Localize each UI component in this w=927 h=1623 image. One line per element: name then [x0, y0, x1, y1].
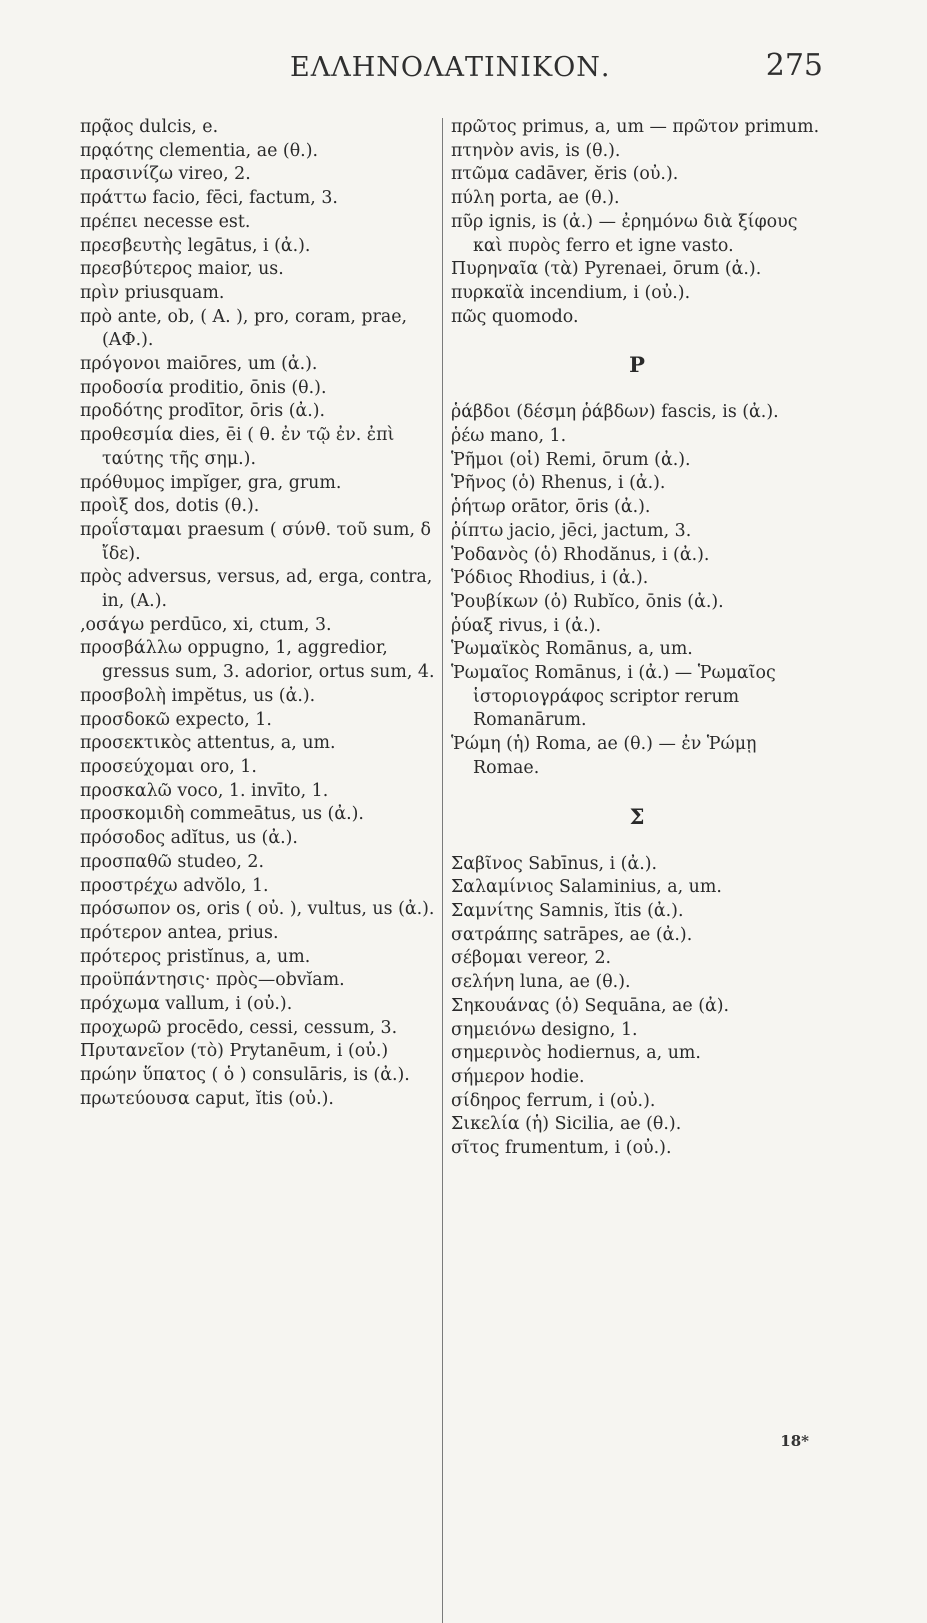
dictionary-entry: Ῥωμαῖος Romānus, i (ἀ.) — Ῥωμαῖος ἱστοριογράφος scriptor rerum Romanārum.	[451, 663, 776, 731]
dictionary-entry: Ῥῆνος (ὁ) Rhenus, i (ἀ.).	[451, 473, 666, 494]
printer-signature: 18*	[780, 1432, 809, 1450]
dictionary-entry: πρόγονοι maiōres, um (ἀ.).	[80, 354, 318, 375]
dictionary-entry: προσεύχομαι oro, 1.	[80, 756, 257, 777]
dictionary-entry: πτηνὸν avis, is (θ.).	[451, 140, 621, 161]
dictionary-entry: Σηκουάνας (ὁ) Sequāna, ae (ἀ).	[451, 995, 730, 1016]
dictionary-entry: πρόχωμα vallum, i (οὐ.).	[80, 994, 293, 1015]
dictionary-entry: πρεσβευτὴς legātus, i (ἀ.).	[80, 235, 311, 256]
dictionary-entry: Σικελία (ἡ) Sicilia, ae (θ.).	[451, 1114, 682, 1135]
dictionary-entry: προσβάλλω oppugno, 1, aggredior, gressus sum, 3. adorior, ortus sum, 4.	[80, 638, 435, 683]
dictionary-entry: πράττω facio, fēci, factum, 3.	[80, 188, 338, 209]
dictionary-entry: προσεκτικὸς attentus, a, um.	[80, 733, 336, 754]
rho-entries	[451, 401, 823, 780]
dictionary-entry: προθεσμία dies, ēi ( θ. ἐν τῷ ἐν. ἐπὶ ταύτης τῆς σημ.).	[80, 425, 395, 469]
sigma-entries	[451, 853, 823, 1161]
dictionary-entry: πύλη porta, ae (θ.).	[451, 188, 620, 209]
left-column	[80, 116, 440, 1112]
dictionary-entry: σήμερον hodie.	[451, 1066, 585, 1087]
dictionary-entry: προσκομιδὴ commeātus, us (ἀ.).	[80, 804, 364, 825]
dictionary-entry: Ῥῆμοι (οἱ) Remi, ōrum (ἀ.).	[451, 449, 691, 470]
right-column-entries	[451, 116, 823, 329]
dictionary-entry: ῥήτωρ orātor, ōris (ἀ.).	[451, 497, 651, 518]
dictionary-entry: προδοσία proditio, ōnis (θ.).	[80, 377, 327, 398]
dictionary-entry: πρᾷος dulcis, e.	[80, 117, 219, 137]
dictionary-entry: ‚οσάγω perdūco, xi, ctum, 3.	[80, 614, 332, 635]
dictionary-entry: Ῥουβίκων (ὁ) Rubĭco, ōnis (ἀ.).	[451, 591, 724, 612]
dictionary-entry: προχωρῶ procēdo, cessi, cessum, 3.	[80, 1017, 398, 1038]
dictionary-entry: σῖτος frumentum, i (οὐ.).	[451, 1138, 672, 1159]
page-header	[0, 48, 927, 92]
dictionary-entry: σημειόνω designo, 1.	[451, 1019, 638, 1040]
dictionary-entry: ῥάβδοι (δέσμη ῥάβδων) fascis, is (ἀ.).	[451, 402, 779, 423]
dictionary-entry: Ῥώμη (ἡ) Roma, ae (θ.) — ἐν Ῥώμῃ Romae.	[451, 734, 757, 778]
dictionary-entry: Σαβῖνος Sabīnus, i (ἀ.).	[451, 853, 658, 874]
page-number: 275	[765, 48, 823, 83]
dictionary-entry: Σαμνίτης Samnis, ĭtis (ἀ.).	[451, 900, 684, 921]
dictionary-entry: πρὶν priusquam.	[80, 282, 225, 303]
dictionary-entry: προσκαλῶ voco, 1. invīto, 1.	[80, 780, 329, 801]
dictionary-entry: σίδηρος ferrum, i (οὐ.).	[451, 1090, 656, 1111]
dictionary-entry: προσπαθῶ studeo, 2.	[80, 851, 265, 872]
dictionary-entry: πυρκαϊὰ incendium, i (οὐ.).	[451, 282, 691, 303]
dictionary-entry: πρᾳότης clementia, ae (θ.).	[80, 140, 319, 161]
column-divider	[442, 118, 443, 1623]
dictionary-entry: πρωτεύουσα caput, ĭtis (οὐ.).	[80, 1088, 334, 1109]
dictionary-entry: πρόθυμος impĭger, gra, grum.	[80, 472, 342, 493]
dictionary-entry: Ῥόδιος Rhodius, i (ἀ.).	[451, 568, 649, 589]
section-heading-rho: Ρ	[629, 352, 645, 378]
dictionary-entry: προσδοκῶ expecto, 1.	[80, 709, 272, 730]
dictionary-entry: προστρέχω advŏlo, 1.	[80, 875, 269, 896]
right-column	[451, 116, 823, 1161]
dictionary-entry: πῦρ ignis, is (ἀ.) — ἐρημόνω διὰ ξίφους καὶ πυρὸς ferro et igne vasto.	[451, 211, 798, 256]
dictionary-entry: σελήνη luna, ae (θ.).	[451, 972, 631, 993]
dictionary-entry: πρότερον antea, prius.	[80, 922, 279, 943]
dictionary-entry: πρέπει necesse est.	[80, 211, 251, 232]
dictionary-entry: σατράπης satrāpes, ae (ἀ.).	[451, 924, 693, 945]
dictionary-entry: πρότερος pristĭnus, a, um.	[80, 946, 311, 967]
dictionary-entry: προσβολὴ impĕtus, us (ἀ.).	[80, 685, 316, 706]
dictionary-entry: πρὸ ante, ob, ( Α. ), pro, coram, prae, (ΑΦ.).	[80, 306, 408, 351]
dictionary-entry: πτῶμα cadāver, ĕris (οὐ.).	[451, 164, 679, 185]
dictionary-entry: σέβομαι vereor, 2.	[451, 948, 612, 969]
dictionary-entry: Σαλαμίνιος Salaminius, a, um.	[451, 877, 722, 898]
dictionary-entry: σημερινὸς hodiernus, a, um.	[451, 1043, 701, 1064]
dictionary-entry: πρόσωπον os, oris ( οὐ. ), vultus, us (ἀ.).	[80, 899, 435, 920]
dictionary-entry: Πυρηναῖα (τὰ) Pyrenaei, ōrum (ἀ.).	[451, 259, 762, 280]
dictionary-entry: πρόσοδος adĭtus, us (ἀ.).	[80, 828, 298, 849]
dictionary-entry: προΐσταμαι praesum ( σύνθ. τοῦ sum, δ ἴδε).	[80, 519, 432, 564]
dictionary-entry: ῥέω mano, 1.	[451, 426, 567, 447]
dictionary-entry: ῥίπτω jacio, jēci, jactum, 3.	[451, 520, 692, 541]
dictionary-entry: πρῶτος primus, a, um — πρῶτον primum.	[451, 117, 820, 137]
dictionary-entry: προὶξ dos, dotis (θ.).	[80, 496, 260, 517]
dictionary-entry: προϋπάντησις· πρὸς—obvĭam.	[80, 970, 345, 991]
dictionary-entry: πῶς quomodo.	[451, 306, 579, 327]
dictionary-entry: πρασινίζω vireo, 2.	[80, 164, 251, 185]
section-heading-sigma: Σ	[629, 803, 645, 829]
dictionary-entry: πρὸς adversus, versus, ad, erga, contra, in, (Α.).	[80, 567, 433, 612]
dictionary-entry: προδότης prodītor, ōris (ἀ.).	[80, 401, 326, 422]
dictionary-entry: πρώην ὕπατος ( ὁ ) consulāris, is (ἀ.).	[80, 1065, 410, 1086]
running-title: ΕΛΛΗΝΟΛΑΤΙΝΙΚΟΝ.	[290, 52, 611, 83]
dictionary-entry: Πρυτανεῖον (τὸ) Prytanēum, i (οὐ.)	[80, 1041, 389, 1062]
dictionary-entry: πρεσβύτερος maior, us.	[80, 259, 284, 280]
dictionary-entry: Ῥοδανὸς (ὁ) Rhodănus, i (ἀ.).	[451, 544, 710, 565]
dictionary-entry: Ῥωμαϊκὸς Romānus, a, um.	[451, 639, 693, 660]
dictionary-entry: ῥύαξ rivus, i (ἀ.).	[451, 615, 601, 636]
